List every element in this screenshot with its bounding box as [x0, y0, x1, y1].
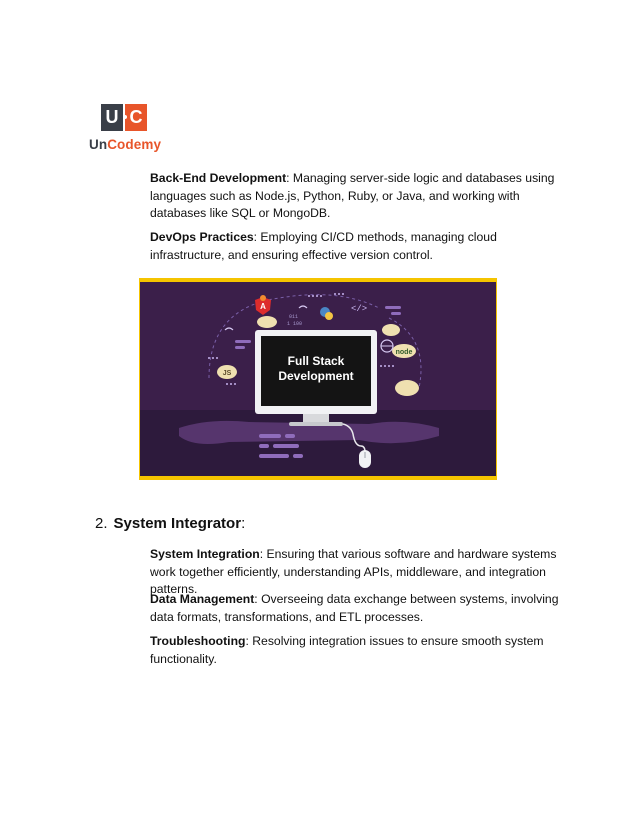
logo-wordmark — [89, 137, 161, 152]
uncodemy-logo — [89, 104, 169, 154]
backend-paragraph — [150, 170, 570, 223]
devops-paragraph — [150, 229, 570, 264]
system-integrator-heading — [95, 515, 245, 532]
heading-colon: : — [241, 515, 246, 532]
system-integration-term: System Integration — [150, 547, 260, 561]
backend-text: : Managing server-side logic and databases using languages such as Node.js, Python, Ruby, or Java, and working with databases like SQL or MongoDB. — [150, 171, 555, 220]
data-management-paragraph — [150, 591, 570, 626]
binary-tag-2: 1 100 — [287, 321, 303, 327]
data-management-text: : Overseeing data exchange between systems, involving data formats, transformations, and ETL processes. — [150, 592, 559, 624]
js-tag: JS — [222, 370, 232, 377]
logo-word-codemy: Codemy — [107, 137, 162, 152]
heading-title: System Integrator — [113, 515, 242, 532]
node-tag: node — [395, 349, 413, 356]
angular-letter: A — [260, 302, 266, 311]
full-stack-illustration — [139, 278, 497, 480]
troubleshooting-paragraph — [150, 633, 570, 668]
backend-term: Back-End Development — [150, 171, 287, 185]
screen-title-line2: Development — [278, 369, 354, 383]
logo-box-c: C — [125, 104, 147, 131]
monitor-base — [289, 422, 343, 426]
logo-dot — [123, 115, 127, 119]
troubleshooting-text: : Resolving integration issues to ensure smooth system functionality. — [150, 634, 544, 666]
logo-word-un: Un — [89, 137, 108, 152]
logo-box-u: U — [101, 104, 123, 131]
data-management-term: Data Management — [150, 592, 255, 606]
screen-title-line1: Full Stack — [287, 354, 345, 368]
devops-text: : Employing CI/CD methods, managing cloud infrastructure, and ensuring effective version control. — [150, 230, 497, 262]
devops-term: DevOps Practices — [150, 230, 254, 244]
monitor-neck — [303, 414, 329, 422]
troubleshooting-term: Troubleshooting — [150, 634, 246, 648]
code-tag: </> — [351, 304, 368, 314]
system-integration-text: : Ensuring that various software and hardware systems work together efficiently, understanding APIs, middleware, and integration patterns. — [150, 547, 557, 596]
list-number: 2. — [95, 515, 108, 532]
binary-tag-1: 011 — [289, 314, 299, 320]
badge-dot — [260, 295, 266, 301]
